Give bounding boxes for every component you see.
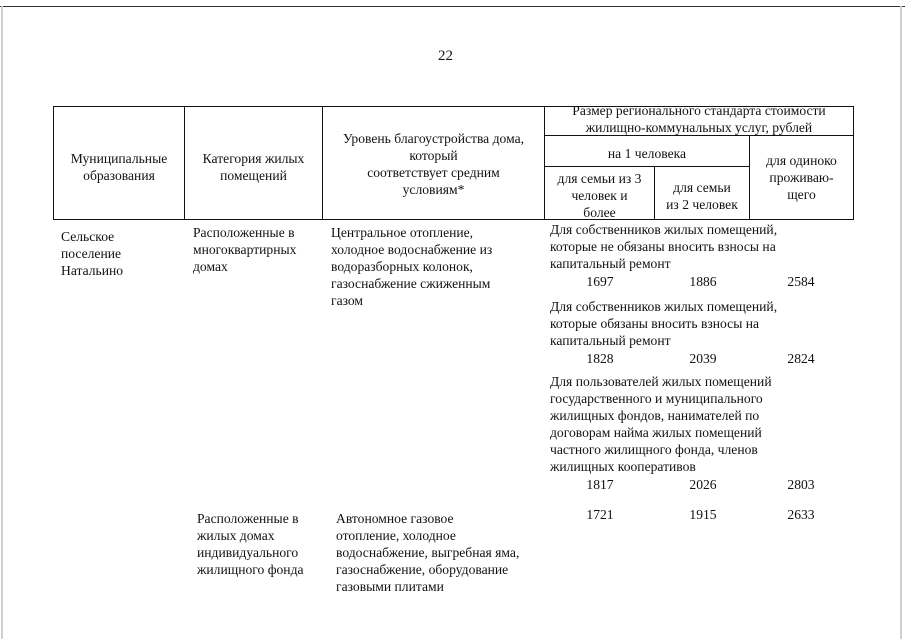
row2-family-3-value: 1721 (586, 507, 614, 522)
group2-single-value: 2824 (787, 351, 815, 366)
header-category: Категория жилых помещений (202, 151, 305, 183)
scan-top-border (0, 6, 905, 7)
group1-label: Для собственников жилых помещений, которые не обязаны вносить взносы на капитальный ремонт (550, 222, 778, 271)
col-border-5 (654, 166, 655, 220)
row2-single-value: 2633 (787, 507, 815, 522)
col-border-3 (322, 106, 323, 220)
col-border-4 (544, 106, 545, 220)
group1-family-3-value: 1697 (586, 274, 614, 289)
group3-family-2-value: 2026 (689, 477, 717, 492)
page-number: 22 (438, 48, 453, 64)
row1-category: Расположенные в многоквартирных домах (193, 225, 297, 274)
header-standard-size: Размер регионального стандарта стоимости жилищно-коммунальных услуг, рублей (572, 103, 826, 135)
header-single: для одиноко проживаю- щего (766, 153, 837, 202)
col-border-1 (53, 106, 54, 220)
row2-family-2-value: 1915 (689, 507, 717, 522)
row2-category: Расположенные в жилых домах индивидуального жилищного фонда (197, 511, 304, 577)
group3-label: Для пользователей жилых помещений государственного и муниципального жилищных фондов, нанимателей по договорам найма жилых помещений частного жилищного фонда, членов жилищных кооперативов (550, 374, 772, 474)
group2-label: Для собственников жилых помещений, которые обязаны вносить взносы на капитальный ремонт (550, 299, 778, 348)
col-border-2 (184, 106, 185, 220)
header-per-person: на 1 человека (607, 146, 687, 161)
per-person-divider (544, 166, 749, 167)
header-bottom-border (53, 219, 854, 220)
header-family-3: для семьи из 3 человек и более (557, 171, 642, 220)
header-municipality: Муниципальные образования (70, 151, 168, 183)
group3-single-value: 2803 (787, 477, 815, 492)
row2-level: Автономное газовое отопление, холодное водоснабжение, выгребная яма, газоснабжение, оборудование газовыми плитами (336, 511, 520, 594)
group2-family-2-value: 2039 (689, 351, 717, 366)
group1-single-value: 2584 (787, 274, 815, 289)
group1-family-2-value: 1886 (689, 274, 717, 289)
municipality-name: Сельское поселение Натальино (61, 229, 124, 278)
col-border-7 (853, 106, 854, 220)
row1-level: Центральное отопление, холодное водоснабжение из водоразборных колонок, газоснабжение сжиженным газом (331, 225, 493, 308)
scan-left-edge (1, 6, 3, 639)
scan-right-edge (900, 6, 902, 639)
group3-family-3-value: 1817 (586, 477, 614, 492)
header-level: Уровень благоустройства дома, который соответствует средним условиям* (342, 131, 525, 197)
col-border-6 (749, 135, 750, 220)
group2-family-3-value: 1828 (586, 351, 614, 366)
header-family-2: для семьи из 2 человек (666, 180, 738, 212)
